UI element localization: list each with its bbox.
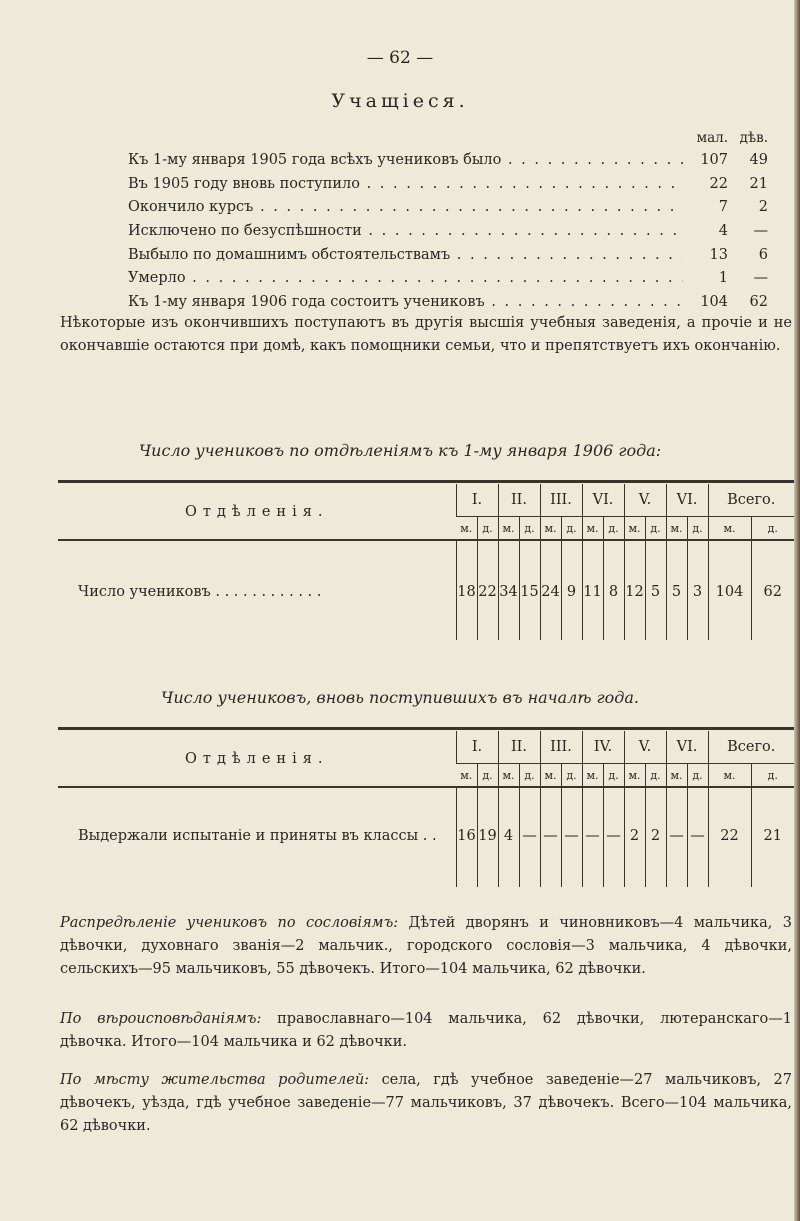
stats-row-boys: 104 [700, 294, 728, 311]
stats-header [128, 128, 770, 150]
sub-col-girls: д. [561, 517, 582, 541]
paragraph-graduates: Нѣкоторые изъ окончившихъ поступаютъ въ другія высшія учебныя заведенія, а прочіе и не окончавшіе остаются при домѣ, какъ помощники семьи, что и препятствуетъ ихъ окончанію. [60, 315, 792, 354]
table1-top-rule [58, 480, 794, 483]
dept-cell-value: 22 [477, 540, 498, 640]
dept-cell-value: 104 [708, 540, 751, 640]
dept-cell-value: 9 [561, 540, 582, 640]
dept-cell-value: 15 [519, 540, 540, 640]
dept-cell-value: 24 [540, 540, 561, 640]
sub-col-girls: д. [751, 517, 794, 541]
dept-col-header: III. [540, 484, 582, 517]
sub-col-boys: м. [498, 764, 519, 788]
dept-cell-value: 62 [751, 540, 794, 640]
col-boys-header: мал. [696, 130, 728, 146]
dept-cell-value: 5 [666, 540, 687, 640]
stats-row-girls: — [753, 223, 768, 240]
stats-row-boys: 22 [709, 175, 728, 192]
sub-col-boys: м. [456, 764, 477, 788]
stats-row-boys: 107 [700, 152, 728, 168]
paragraph-estates [60, 912, 792, 981]
stats-row-girls: — [753, 270, 768, 287]
dept-cell-value: 2 [645, 787, 666, 887]
sub-col-boys: м. [498, 517, 519, 541]
col-girls-header: дѣв. [739, 130, 768, 146]
dept-cell-value: 19 [477, 787, 498, 887]
paragraph-religion [60, 1008, 792, 1054]
stats-row-girls: 62 [749, 294, 768, 311]
dept-cell-value: 2 [624, 787, 645, 887]
dept-col-header: III. [540, 731, 582, 764]
sub-col-girls: д. [477, 517, 498, 541]
stats-row [128, 197, 770, 221]
sub-col-girls: д. [561, 764, 582, 788]
stats-row-girls: 2 [758, 199, 768, 216]
stats-row-label: Къ 1-му января 1906 года состоитъ учениковъ . . . [128, 294, 683, 310]
stats-row-label: Исключено по безуспѣшности . . . [128, 223, 683, 239]
page-edge [794, 0, 800, 1221]
dept-cell-value: 8 [603, 540, 624, 640]
dept-col-header: II. [498, 731, 540, 764]
sub-col-girls: д. [603, 764, 624, 788]
dept-row-label: Число учениковъ . . . . . . . . . . . . [58, 540, 456, 640]
dept-cell-value: 3 [687, 540, 708, 640]
stats-row-girls: 6 [758, 246, 768, 263]
dept-col-header: II. [498, 484, 540, 517]
dept-cell-value: — [582, 787, 603, 887]
dept-head-label: Отдѣленія. [185, 503, 329, 520]
sub-col-girls: д. [751, 764, 794, 788]
stats-row-girls: 49 [749, 152, 768, 168]
dept-cell-value: 22 [708, 787, 751, 887]
sub-col-girls: д. [645, 764, 666, 788]
dept-cell-value: 34 [498, 540, 519, 640]
stats-row-boys: 4 [718, 223, 728, 240]
stats-row-boys: 13 [709, 246, 728, 263]
dept-col-header: IV. [582, 731, 624, 764]
sub-col-boys: м. [582, 764, 603, 788]
stats-row [128, 174, 770, 198]
dept-row-label: Выдержали испытаніе и приняты въ классы . . [58, 787, 456, 887]
sub-col-girls: д. [645, 517, 666, 541]
stats-row-label: Окончило курсъ . . . [128, 199, 683, 215]
sub-col-girls: д. [477, 764, 498, 788]
dept-col-header: VI. [582, 484, 624, 517]
sub-col-boys: м. [540, 764, 561, 788]
sub-col-boys: м. [582, 517, 603, 541]
table2-caption: Число учениковъ, вновь поступившихъ въ началѣ года. [160, 688, 640, 707]
dept-col-header: Всего. [708, 484, 794, 517]
dept-cell-value: — [540, 787, 561, 887]
table1-caption: Число учениковъ по отдѣленіямъ къ 1-му января 1906 года: [138, 441, 662, 460]
sub-col-girls: д. [603, 517, 624, 541]
sub-col-girls: д. [519, 764, 540, 788]
dept-cell-value: 18 [456, 540, 477, 640]
residence-lead: По мѣсту жительства родителей: [60, 1072, 370, 1088]
dept-head-label: Отдѣленія. [185, 750, 329, 767]
sub-col-girls: д. [687, 764, 708, 788]
table-new-students [58, 731, 794, 887]
dept-col-header: I. [456, 484, 498, 517]
stats-row-girls: 21 [749, 175, 768, 192]
stats-row-label: Умерло . . . [128, 270, 683, 286]
dept-col-header: I. [456, 731, 498, 764]
dept-col-header: VI. [666, 731, 708, 764]
stats-row [128, 245, 770, 269]
dept-col-header: Всего. [708, 731, 794, 764]
dept-cell-value: — [666, 787, 687, 887]
dept-cell-value: 21 [751, 787, 794, 887]
dept-col-header: V. [624, 484, 666, 517]
sub-col-girls: д. [687, 517, 708, 541]
stats-row [128, 150, 770, 174]
sub-col-boys: м. [624, 764, 645, 788]
paragraph-residence [60, 1069, 792, 1138]
sub-col-boys: м. [624, 517, 645, 541]
section-title: Учащіеся. [331, 90, 469, 112]
religion-lead: По вѣроисповѣданіямъ: [60, 1011, 262, 1027]
stats-row-boys: 1 [718, 270, 728, 287]
dept-cell-value: 5 [645, 540, 666, 640]
stats-row [128, 268, 770, 292]
dept-cell-value: — [687, 787, 708, 887]
dept-cell-value: — [561, 787, 582, 887]
stats-row [128, 221, 770, 245]
stats-row-label: Въ 1905 году вновь поступило . . . [128, 176, 683, 192]
religion-text: православнаго—104 мальчика, 62 дѣвочки, лютеранскаго—1 дѣвочка. Итого—104 мальчика и 62 дѣвочки. [60, 1011, 792, 1050]
dept-cell-value: 16 [456, 787, 477, 887]
sub-col-boys: м. [666, 517, 687, 541]
estates-lead: Распредѣленіе учениковъ по сословіямъ: [60, 915, 399, 931]
dept-cell-value: 11 [582, 540, 603, 640]
stats-row-label: Выбыло по домашнимъ обстоятельствамъ . . . [128, 247, 683, 263]
sub-col-boys: м. [666, 764, 687, 788]
sub-col-boys: м. [708, 764, 751, 788]
sub-col-boys: м. [708, 517, 751, 541]
stats-row-boys: 7 [718, 199, 728, 216]
dept-cell-value: — [603, 787, 624, 887]
dept-cell-value: — [519, 787, 540, 887]
table-students-by-department [58, 484, 794, 640]
stats-row-label: Къ 1-му января 1905 года всѣхъ учениковъ было . . . [128, 152, 683, 168]
dept-col-header: V. [624, 731, 666, 764]
sub-col-girls: д. [519, 517, 540, 541]
residence-text: села, гдѣ учебное заведеніе—27 мальчиковъ, 27 дѣвочекъ, уѣзда, гдѣ учебное заведеніе—77 мальчиковъ, 37 дѣвочекъ. Всего—104 мальчика, 62 дѣвочки. [60, 1072, 792, 1134]
estates-text: Дѣтей дворянъ и чиновниковъ—4 мальчика, 3 дѣвочки, духовнаго званія—2 мальчик., городского сословія—3 мальчика, 4 дѣвочки, сельскихъ—95 мальчиковъ, 55 дѣвочекъ. Итого—104 мальчика, 62 дѣвочки. [60, 915, 793, 977]
sub-col-boys: м. [456, 517, 477, 541]
dept-col-header: VI. [666, 484, 708, 517]
dept-cell-value: 12 [624, 540, 645, 640]
page-number: — 62 — [366, 48, 434, 68]
student-stats [128, 128, 770, 316]
dept-cell-value: 4 [498, 787, 519, 887]
sub-col-boys: м. [540, 517, 561, 541]
table2-top-rule [58, 727, 794, 730]
